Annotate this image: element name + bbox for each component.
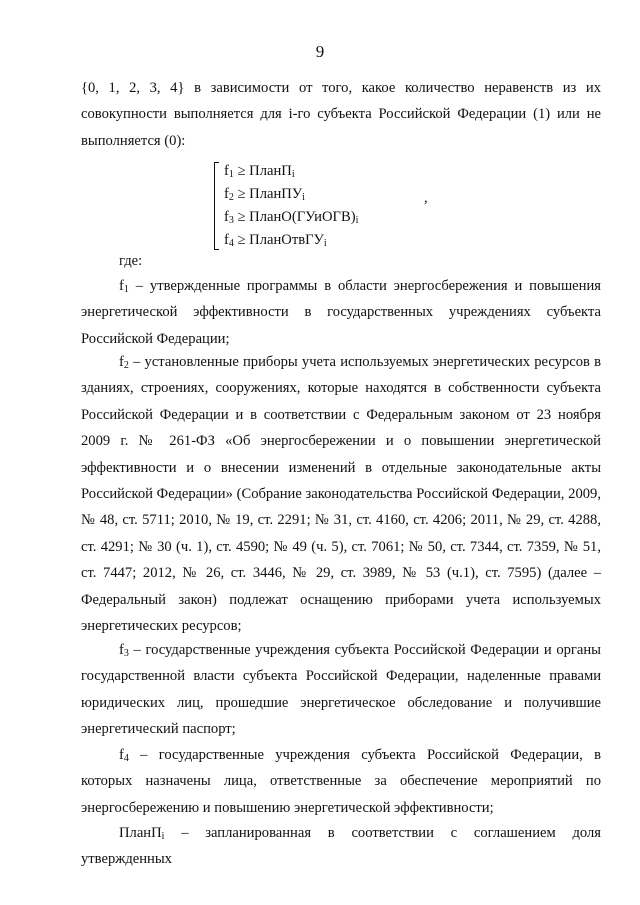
system-trailing-comma: , (424, 190, 428, 206)
definition-f2: $f_2$ – установленные приборы учета используемых энергетических ресурсов в зданиях, строениях, сооружениях, которые находятся в собственности субъекта Российской Федерации и в соответствии с Федеральным законом от 23 ноября 2009 г. № 261-ФЗ «Об энергосбережении и о повышении энергетической эффективности и о внесении изменений в отдельные законодательные акты Российской Федерации» (Собрание законодательства Российской Федерации, 2009, № 48, ст. 5711; 2010, № 19, ст. 2291; № 31, ст. 4160, ст. 4206; 2011, № 29, ст. 4288, ст. 4291; № 30 (ч. 1), ст. 4590; № 49 (ч. 5), ст. 7061; № 50, ст. 7344, ст. 7359, № 51, ст. 7447; 2012, № 26, ст. 3446, № 29, ст. 3989, № 53 (ч.1), ст. 7595) (далее – Федеральный закон) подлежат оснащению приборами учета используемых энергетических ресурсов; (81, 354, 601, 635)
definition-plan: ПланП$_i$ – запланированная в соответствии с соглашением доля утвержденных (81, 825, 601, 868)
inequality-lines (224, 160, 358, 252)
left-bracket (214, 162, 222, 250)
intro-paragraph: {0, 1, 2, 3, 4} в зависимости от того, какое количество неравенств из их совокупности выполняется для i-го субъекта Российской Федерации (1) или не выполняется (0): (81, 80, 601, 149)
inequality-line: $f_2$ ≥ ПланПУ$_i$ (224, 186, 305, 203)
inequality-line: $f_4$ ≥ ПланОтвГУ$_i$ (224, 232, 327, 249)
inequality-line: $f_1$ ≥ ПланП$_i$ (224, 163, 295, 180)
definition-f1: $f_1$ – утвержденные программы в области энергосбережения и повышения энергетической эффективности в государственных учреждениях субъекта Российской Федерации; (81, 278, 601, 347)
definition-f4: $f_4$ – государственные учреждения субъекта Российской Федерации, в которых назначены лица, ответственные за обеспечение мероприятий по энергосбережению и повышению энергетической эффективности; (81, 747, 601, 816)
inequality-line: $f_3$ ≥ $ПланО(ГУиОГВ)_i$ (224, 209, 359, 226)
page-number: 9 (315, 42, 325, 61)
definition-f3: $f_3$ – государственные учреждения субъекта Российской Федерации и органы государственной власти субъекта Российской Федерации, наделенные правами юридических лиц, прошедшие энергетическое обследование и получившие энергетический паспорт; (81, 642, 601, 738)
where-label: где: (119, 253, 143, 269)
